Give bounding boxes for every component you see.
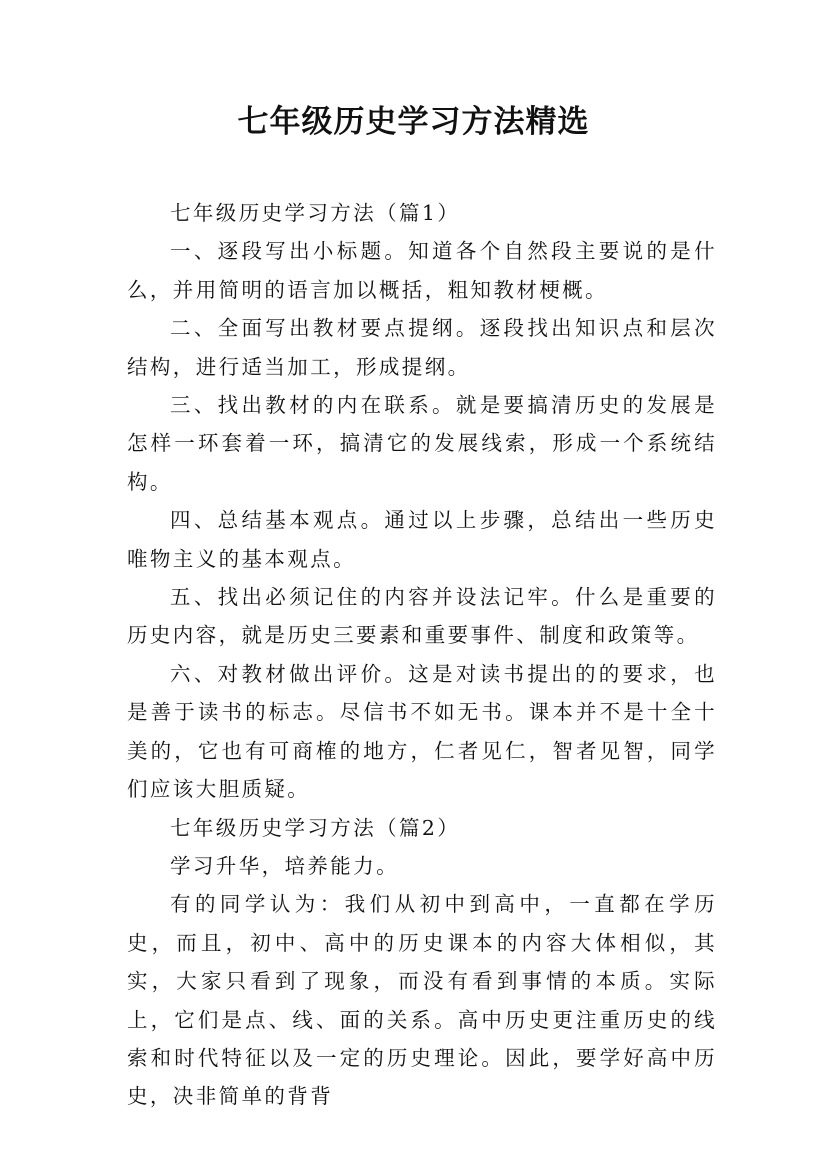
document-title: 七年级历史学习方法精选 (237, 104, 590, 140)
paragraph-step-4: 四、总结基本观点。通过以上步骤，总结出一些历史唯物主义的基本观点。 (127, 508, 717, 571)
document-body (127, 194, 717, 1116)
paragraph-intro: 学习升华，培养能力。 (170, 853, 399, 878)
paragraph-step-6: 六、对教材做出评价。这是对读书提出的的要求，也是善于读书的标志。尽信书不如无书。课本并不是十全十美的，它也有可商榷的地方，仁者见仁，智者见智，同学们应该大胆质疑。 (127, 661, 717, 802)
paragraph-body: 有的同学认为：我们从初中到高中，一直都在学历史，而且，初中、高中的历史课本的内容大体相似，其实，大家只看到了现象，而没有看到事情的本质。实际上，它们是点、线、面的关系。高中历史更注重历史的线索和时代特征以及一定的历史理论。因此，要学好高中历史，决非简单的背背 (127, 892, 717, 1109)
paragraph-step-1: 一、逐段写出小标题。知道各个自然段主要说的是什么，并用简明的语言加以概括，粗知教材梗概。 (127, 239, 717, 302)
paragraph-step-3: 三、找出教材的内在联系。就是要搞清历史的发展是怎样一环套着一环，搞清它的发展线索，形成一个系统结构。 (127, 393, 717, 494)
paragraph-step-2: 二、全面写出教材要点提纲。逐段找出知识点和层次结构，进行适当加工，形成提纲。 (127, 316, 717, 379)
paragraph-step-5: 五、找出必须记住的内容并设法记牢。什么是重要的历史内容，就是历史三要素和重要事件、制度和政策等。 (127, 585, 717, 648)
section-heading-2: 七年级历史学习方法（篇2） (170, 815, 461, 840)
section-heading-1: 七年级历史学习方法（篇1） (170, 201, 461, 225)
